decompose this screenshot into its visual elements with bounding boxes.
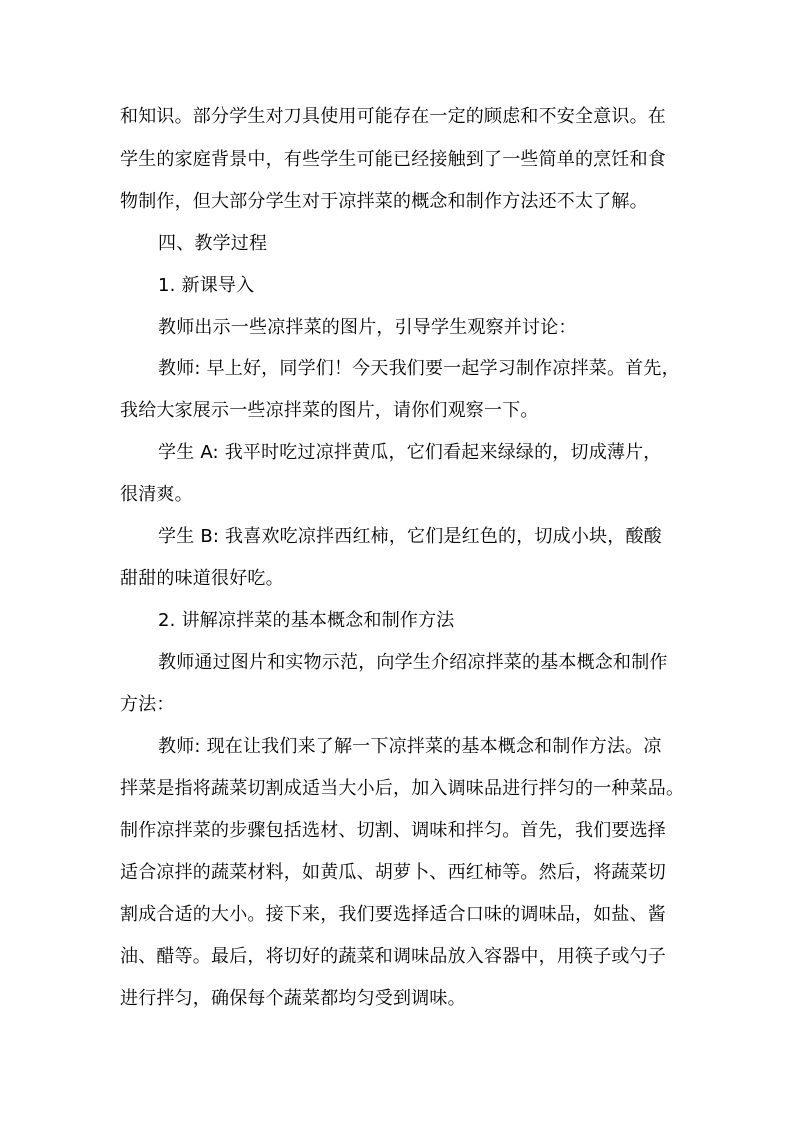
dialogue-line: 教师: 早上好，同学们！今天我们要一起学习制作凉拌菜。首先，	[158, 358, 680, 379]
paragraph-line: 学生的家庭背景中，有些学生可能已经接触到了一些简单的烹饪和食	[120, 149, 666, 170]
dialogue-line: 很清爽。	[120, 484, 193, 505]
paragraph-line: 物制作，但大部分学生对于凉拌菜的概念和制作方法还不太了解。	[120, 191, 648, 212]
paragraph-line: 教师通过图片和实物示范，向学生介绍凉拌菜的基本概念和制作	[158, 652, 668, 673]
dialogue-line: 学生 B: 我喜欢吃凉拌西红柿，它们是红色的，切成小块，酸酸	[158, 526, 662, 547]
dialogue-line: 教师: 现在让我们来了解一下凉拌菜的基本概念和制作方法。凉	[158, 736, 662, 757]
dialogue-line: 油、醋等。最后，将切好的蔬菜和调味品放入容器中，用筷子或勺子	[120, 946, 666, 967]
dialogue-line: 拌菜是指将蔬菜切割成适当大小后，加入调味品进行拌匀的一种菜品。	[120, 778, 685, 799]
dialogue-line: 我给大家展示一些凉拌菜的图片，请你们观察一下。	[120, 400, 539, 421]
dialogue-line: 割成合适的大小。接下来，我们要选择适合口味的调味品，如盐、酱	[120, 904, 666, 925]
subsection-heading: 1. 新课导入	[158, 275, 255, 296]
dialogue-line: 适合凉拌的蔬菜材料，如黄瓜、胡萝卜、西红柿等。然后，将蔬菜切	[120, 862, 666, 883]
dialogue-line: 制作凉拌菜的步骤包括选材、切割、调味和拌匀。首先，我们要选择	[120, 820, 666, 841]
paragraph-line: 教师出示一些凉拌菜的图片，引导学生观察并讨论：	[158, 317, 577, 338]
subsection-heading: 2. 讲解凉拌菜的基本概念和制作方法	[158, 610, 455, 631]
paragraph-line: 方法：	[120, 694, 175, 715]
paragraph-line: 和知识。部分学生对刀具使用可能存在一定的顾虑和不安全意识。在	[120, 106, 666, 127]
section-heading: 四、教学过程	[158, 233, 268, 254]
dialogue-line: 学生 A: 我平时吃过凉拌黄瓜，它们看起来绿绿的，切成薄片，	[158, 442, 662, 463]
dialogue-line: 进行拌匀，确保每个蔬菜都均匀受到调味。	[120, 988, 466, 1009]
dialogue-line: 甜甜的味道很好吃。	[120, 568, 284, 589]
